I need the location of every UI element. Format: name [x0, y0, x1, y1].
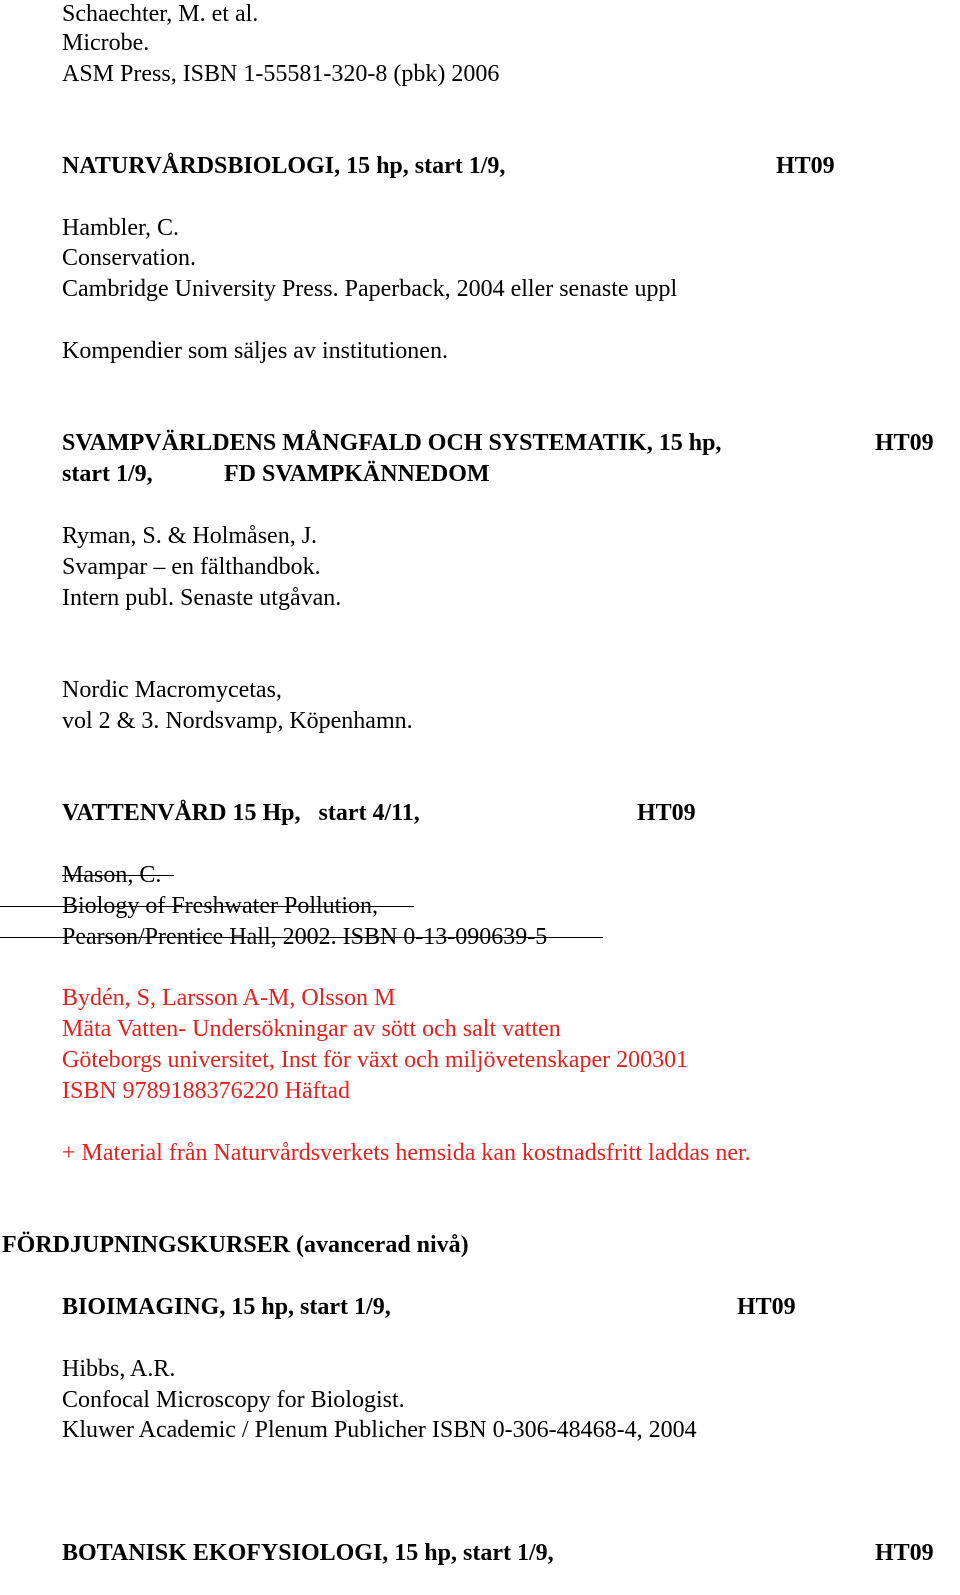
ref-conservation-author: Hambler, C. [62, 215, 180, 241]
ref-mason-publisher-struck: Pearson/Prentice Hall, 2002. ISBN 0-13-090639-5 [62, 924, 548, 950]
ref-svampar-title: Svampar – en fälthandbok. [62, 554, 321, 580]
ref-mason-author-struck: Mason, C. [62, 862, 162, 888]
ref-confocal-title: Confocal Microscopy for Biologist. [62, 1387, 405, 1413]
course-bioimaging-heading: BIOIMAGING, 15 hp, start 1/9, [62, 1294, 391, 1320]
course-naturvardsbiologi-term: HT09 [776, 153, 835, 179]
course-naturvardsbiologi-heading: NATURVÅRDSBIOLOGI, 15 hp, start 1/9, [62, 153, 506, 179]
ref-microbe-authors: Schaechter, M. et al. [62, 1, 259, 27]
course-vattenvard-term: HT09 [637, 800, 696, 826]
ref-kompendier-note: Kompendier som säljes av institutionen. [62, 338, 448, 364]
ref-conservation-publisher: Cambridge University Press. Paperback, 2004 eller senaste uppl [62, 276, 678, 302]
ref-byden-authors: Bydén, S, Larsson A-M, Olsson M [62, 985, 396, 1011]
course-svamp-term: HT09 [875, 430, 934, 456]
ref-microbe-title: Microbe. [62, 30, 150, 56]
ref-confocal-author: Hibbs, A.R. [62, 1356, 176, 1382]
strikethrough-line [0, 937, 603, 938]
ref-byden-isbn: ISBN 9789188376220 Häftad [62, 1078, 350, 1104]
ref-microbe-publisher: ASM Press, ISBN 1-55581-320-8 (pbk) 2006 [62, 61, 500, 87]
ref-naturvardsverket-note: + Material från Naturvårdsverkets hemsida kan kostnadsfritt laddas ner. [62, 1140, 751, 1166]
ref-nordic-detail: vol 2 & 3. Nordsvamp, Köpenhamn. [62, 708, 413, 734]
course-vattenvard-heading: VATTENVÅRD 15 Hp, start 4/11, [62, 800, 420, 826]
strikethrough-line [0, 906, 414, 907]
ref-mason-title-struck: Biology of Freshwater Pollution, [62, 893, 378, 919]
ref-byden-publisher: Göteborgs universitet, Inst för växt och miljövetenskaper 200301 [62, 1047, 689, 1073]
course-svamp-heading: SVAMPVÄRLDENS MÅNGFALD OCH SYSTEMATIK, 15 hp, [62, 430, 722, 456]
course-botanisk-term: HT09 [875, 1540, 934, 1566]
ref-conservation-title: Conservation. [62, 245, 196, 271]
course-botanisk-heading: BOTANISK EKOFYSIOLOGI, 15 hp, start 1/9, [62, 1540, 554, 1566]
course-svamp-subtitle: FD SVAMPKÄNNEDOM [224, 461, 490, 487]
section-heading-fordjupningskurser: FÖRDJUPNINGSKURSER (avancerad nivå) [2, 1232, 469, 1258]
course-bioimaging-term: HT09 [737, 1294, 796, 1320]
ref-nordic-title: Nordic Macromycetas, [62, 677, 282, 703]
ref-confocal-publisher: Kluwer Academic / Plenum Publicher ISBN 0-306-48468-4, 2004 [62, 1417, 697, 1443]
ref-svampar-publisher: Intern publ. Senaste utgåvan. [62, 585, 342, 611]
course-svamp-start: start 1/9, [62, 461, 153, 487]
ref-svampar-authors: Ryman, S. & Holmåsen, J. [62, 523, 318, 549]
strikethrough-line [62, 875, 174, 876]
ref-byden-title: Mäta Vatten- Undersökningar av sött och salt vatten [62, 1016, 561, 1042]
